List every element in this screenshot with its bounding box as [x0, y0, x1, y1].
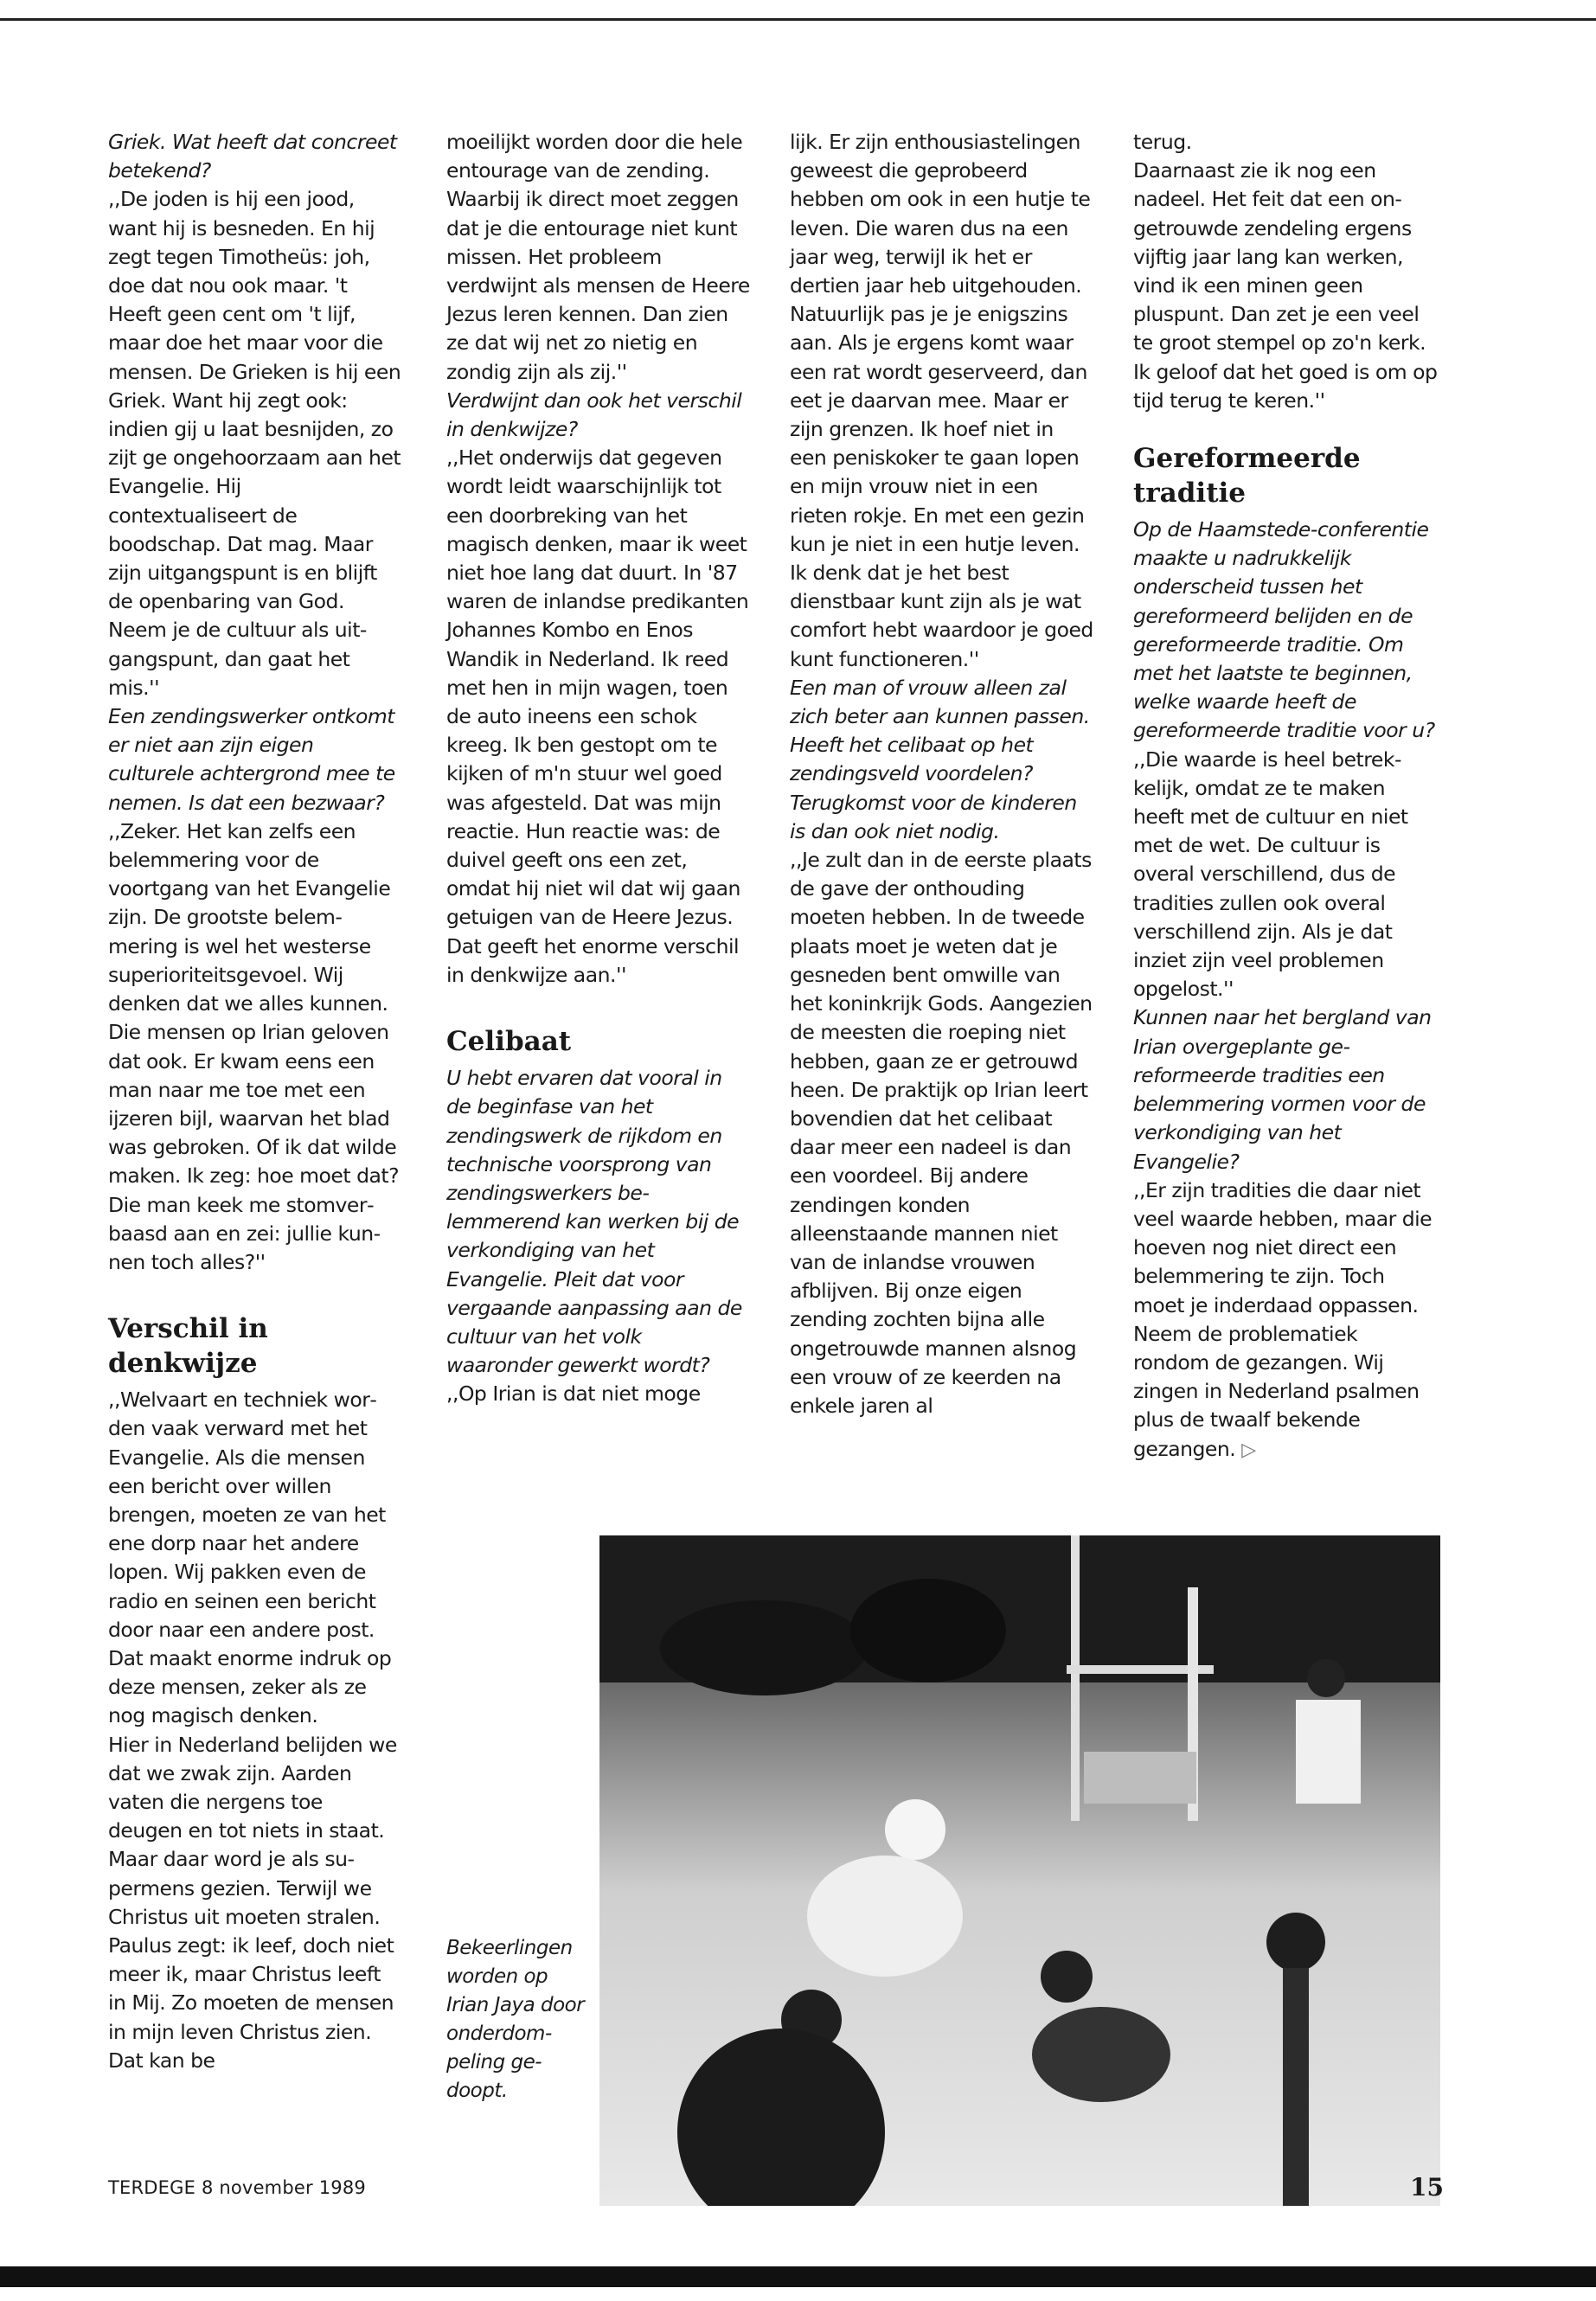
answer: lijk. Er zijn enthousiastelingen geweest die geprobeerd hebben om ook in een hutje te leven. Die waren dus na een jaar weg, terwijl ik het er dertien jaar heb uitgehouden. Natuurlijk pas je je enigszins aan. Als je ergens komt waar een rat wordt geserveerd, dan eet je daarvan mee. Maar er zijn grenzen. Ik hoef niet in een peniskoker te gaan lopen en mijn vrouw niet in een rieten rokje. En met een gezin kun je niet in een hutje leven. Ik denk dat je het best dienstbaar kunt zijn als je wat comfort hebt waardoor je goed kunt functioneren.'' — [790, 130, 1093, 671]
answer: ,,Welvaart en techniek worden vaak verward met het Evangelie. Als die mensen een bericht over willen brengen, moeten ze van het ene dorp naar het andere lopen. Wij pakken even de radio en seinen een bericht door naar een andere post. Dat maakt enorme indruk op deze mensen, zeker als ze nog magisch denken. — [108, 1388, 392, 1728]
question: Verdwijnt dan ook het verschil in denkwijze? — [446, 388, 742, 442]
question: Griek. Wat heeft dat concreet betekend? — [108, 130, 397, 183]
answer: ,,Die waarde is heel betrekkelijk, omdat ze te maken heeft met de cultuur en niet met de wet. De cultuur is overal verschillend, dus de tradities zullen ook overal verschillend zijn. Als je dat inziet zijn veel problemen opgelost.'' — [1133, 747, 1408, 1002]
answer: Daarnaast zie ik nog een nadeel. Het feit dat een ongetrouwde zendeling ergens vijftig jaar lang kan werken, vind ik een minen geen pluspunt. Dan zet je een veel te groot stempel op zo'n kerk. Ik geloof dat het goed is om op tijd terug te keren.'' — [1133, 158, 1438, 413]
question: Een zendingswerker ontkomt er niet aan zijn eigen culturele achtergrond mee te nemen. Is dat een bezwaar? — [108, 704, 395, 815]
question: Een man of vrouw alleen zal zich beter aan kunnen passen. Heeft het celibaat op het zendingsveld voordelen? Terugkomst voor de kinderen is dan ook niet nodig. — [790, 675, 1090, 843]
answer: Hier in Nederland belijden we dat we zwak zijn. Aarden vaten die nergens toe deugen en tot niets in staat. Maar daar word je als supermens gezien. Terwijl we Christus uit moeten stralen. Paulus zegt: ik leef, doch niet meer ik, maar Christus leeft in Mij. Zo moeten de mensen in mijn leven Christus zien. Dat kan be — [108, 1732, 397, 2073]
section-heading: Gereformeerde traditie — [1133, 443, 1361, 510]
answer: ,,Je zult dan in de eerste plaats de gave der onthouding moeten hebben. In de tweede plaats moet je weten dat je gesneden bent omwille van het koninkrijk Gods. Aangezien de meesten die roeping niet hebben, gaan ze er getrouwd heen. De praktijk op Irian leert bovendien dat het celibaat daar meer een nadeel is dan een voordeel. Bij andere zendingen konden alleenstaande mannen niet van de inlandse vrouwen afblijven. Bij onze eigen zending zochten bijna alle ongetrouwde mannen alsnog een vrouw of ze keerden na enkele jaren al — [790, 848, 1093, 1418]
section-heading: Verschil in denkwijze — [108, 1313, 268, 1380]
answer — [1133, 1176, 1438, 1465]
column-2 — [446, 128, 751, 1409]
answer: ,,Zeker. Het kan zelfs een belemmering voor de voortgang van het Evangelie zijn. De grootste belemmering is wel het westerse superioriteitsgevoel. Wij denken dat we alles kunnen. Die mensen op Irian geloven dat ook. Er kwam eens een man naar me toe met een ijzeren bijl, waarvan het blad was gebroken. Of ik dat wilde maken. Ik zeg: hoe moet dat? Die man keek me stomverbaasd aan en zei: jullie kunnen toch alles?'' — [108, 818, 400, 1274]
section-heading: Celibaat — [446, 1026, 572, 1058]
magazine-footer: TERDEGE 8 november 1989 — [108, 2177, 366, 2198]
answer: ,,Op Irian is dat niet moge — [446, 1381, 701, 1407]
question: Kunnen naar het bergland van Irian overgeplante gereformeerde tradities een belemmering vormen voor de verkondiging van het Evangelie? — [1133, 1005, 1432, 1174]
column-1 — [108, 128, 402, 2075]
answer-text: ,,Er zijn tradities die daar niet veel waarde hebben, maar die hoeven nog niet direct een belemmering te zijn. Toch moet je inderdaad oppassen. Neem de problematiek rondom de gezangen. Wij zingen in Nederland psalmen plus de twaalf bekende gezangen. — [1133, 1177, 1433, 1461]
top-rule — [0, 18, 1596, 21]
page-number: 15 — [1410, 2173, 1444, 2202]
answer: terug. — [1133, 130, 1192, 154]
continue-triangle-icon: ▷ — [1241, 1439, 1256, 1461]
photo-illustration — [599, 1535, 1440, 2206]
bottom-rule — [0, 2266, 1596, 2287]
question: Op de Haamstede-conferentie maakte u nadrukkelijk onderscheid tussen het gereformeerd belijden en de gereformeerde traditie. Om met het laatste te beginnen, welke waarde heeft de gereformeerde traditie voor u? — [1133, 517, 1435, 743]
column-4 — [1133, 128, 1438, 1465]
baptism-photo — [599, 1535, 1440, 2206]
answer: moeilijkt worden door die hele entourage van de zending. Waarbij ik direct moet zeggen dat je die entourage niet kunt missen. Het probleem verdwijnt als mensen de Heere Jezus leren kennen. Dan zien ze dat wij net zo nietig en zondig zijn als zij.'' — [446, 130, 750, 384]
answer: ,,Het onderwijs dat gegeven wordt leidt waarschijnlijk tot een doorbreking van het magisch denken, maar ik weet niet hoe lang dat duurt. In '87 waren de inlandse predikanten Johannes Kombo en Enos Wandik in Nederland. Ik reed met hen in mijn wagen, toen de auto ineens een schok kreeg. Ik ben gestopt om te kijken of m'n stuur wel goed was afgesteld. Dat was mijn reactie. Hun reactie was: de duivel geeft ons een zet, omdat hij niet wil dat wij gaan getuigen van de Heere Jezus. Dat geeft het enorme verschil in denkwijze aan.'' — [446, 445, 749, 987]
question: U hebt ervaren dat vooral in de beginfase van het zendingswerk de rijkdom en technische voorsprong van zendingswerkers belemmerend kan werken bij de verkondiging van het Evangelie. Pleit dat voor vergaande aanpassing aan de cultuur van het volk waaronder gewerkt wordt? — [446, 1066, 742, 1378]
answer: ,,De joden is hij een jood, want hij is besneden. En hij zegt tegen Timotheüs: joh, doe dat nou ook maar. 't Heeft geen cent om 't lijf, maar doe het maar voor die mensen. De Grieken is hij een Griek. Want hij zegt ook: indien gij u laat besnijden, zo zijt ge ongehoorzaam aan het Evangelie. Hij contextualiseert de boodschap. Dat mag. Maar zijn uitgangspunt is en blijft de openbaring van God. Neem je de cultuur als uitgangspunt, dan gaat het mis.'' — [108, 187, 401, 700]
column-3 — [790, 128, 1094, 1420]
photo-caption: Bekeerlingen worden op Irian Jaya door onderdompeling gedoopt. — [446, 1937, 585, 2102]
